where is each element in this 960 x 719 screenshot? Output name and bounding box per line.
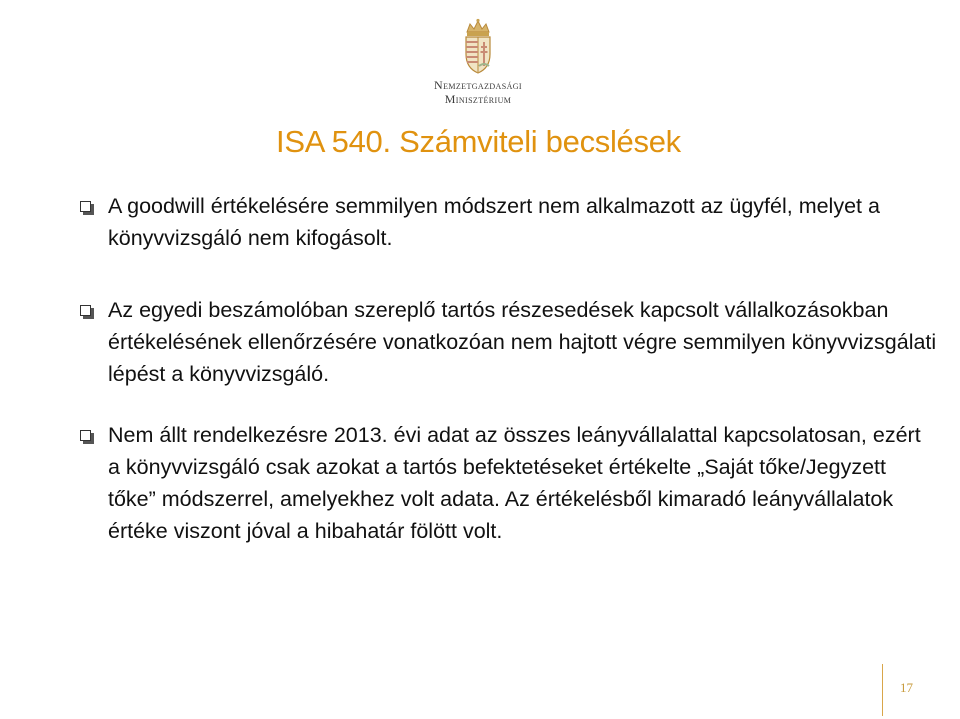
ministry-name — [408, 78, 548, 106]
bullet-text: Az egyedi beszámolóban szereplő tartós részesedések kapcsolt vállalkozásokban értékelésének ellenőrzésére vonatkozóan nem hajtott végre semmilyen könyvvizsgálati lépést a könyvvizsgáló. — [108, 298, 937, 386]
bullet-list — [78, 190, 938, 547]
coat-of-arms-icon — [460, 18, 496, 74]
bullet-item — [78, 419, 938, 547]
ministry-name-line1: Nemzetgazdasági — [434, 78, 522, 92]
bullet-item — [78, 294, 938, 390]
checkbox-bullet-icon — [80, 305, 91, 316]
checkbox-bullet-icon — [80, 430, 91, 441]
bullet-item — [78, 190, 938, 254]
checkbox-bullet-icon — [80, 201, 91, 212]
bullet-text: A goodwill értékelésére semmilyen módszert nem alkalmazott az ügyfél, melyet a könyvvizsgáló nem kifogásolt. — [108, 194, 880, 250]
slide-title: ISA 540. Számviteli becslések — [276, 124, 681, 159]
ministry-logo — [408, 18, 548, 110]
footer-divider — [882, 664, 883, 716]
page-number: 17 — [900, 680, 913, 695]
bullet-text: Nem állt rendelkezésre 2013. évi adat az összes leányvállalattal kapcsolatosan, ezért a könyvvizsgáló csak azokat a tartós befektetéseket értékelte „Saját tőke/Jegyzett tőke” módszerrel, amelyekhez volt adata. Az értékelésből kimaradó leányvállalatok értéke viszont jóval a hibahatár fölött volt. — [108, 423, 921, 543]
ministry-name-line2: Minisztérium — [444, 92, 512, 106]
